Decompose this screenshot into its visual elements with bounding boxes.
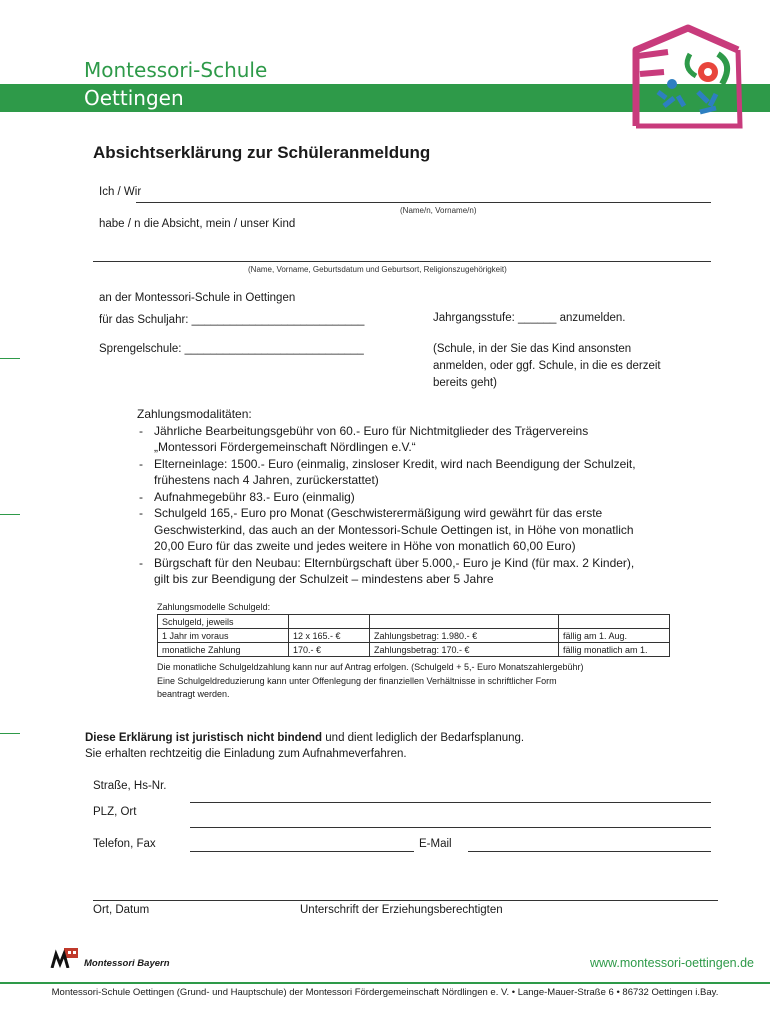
email-label: E-Mail	[419, 838, 452, 850]
montessori-m-logo-icon	[50, 948, 82, 968]
street-field[interactable]	[190, 802, 711, 803]
plz-field[interactable]	[190, 827, 711, 828]
payment-notes	[157, 661, 677, 702]
ich-wir-label: Ich / Wir	[99, 186, 142, 198]
note-line: Die monatliche Schulgeldzahlung kann nur auf Antrag erfolgen. (Schulgeld + 5,- Euro Monatszahlergebühr)	[157, 662, 584, 672]
disclaimer-rest: und dient lediglich der Bedarfsplanung.	[322, 732, 525, 744]
payment-section	[137, 406, 697, 588]
school-town: Oettingen	[84, 86, 184, 110]
payment-item: - Bürgschaft für den Neubau: Elternbürgschaft über 5.000,- Euro je Kind (für max. 2 Kinder), gilt bis zur Beendigung der Schulzeit – mindestens aber 5 Jahre	[139, 555, 635, 586]
street-label: Straße, Hs-Nr.	[93, 780, 167, 792]
plz-label: PLZ, Ort	[93, 806, 137, 818]
payment-item: - Elterneinlage: 1500.- Euro (einmalig, zinsloser Kredit, wird nach Beendigung der Schulzeit, frühestens nach 4 Jahren, zurückerstattet)	[139, 456, 636, 487]
footer-divider	[0, 982, 770, 984]
jahrgang-field[interactable]: Jahrgangsstufe: ______ anzumelden.	[433, 312, 626, 324]
montessori-bayern-label: Montessori Bayern	[84, 958, 170, 969]
disclaimer-line-2: Sie erhalten rechtzeitig die Einladung zum Aufnahmeverfahren.	[85, 748, 407, 760]
school-house-logo-icon	[628, 22, 746, 130]
email-field[interactable]	[468, 851, 711, 852]
school-name: Montessori-Schule	[84, 58, 268, 82]
child-caption: (Name, Vorname, Geburtsdatum und Geburtsort, Religionszugehörigkeit)	[248, 265, 507, 274]
absicht-label: habe / n die Absicht, mein / unser Kind	[99, 218, 296, 230]
sprengel-note-2: anmelden, oder ggf. Schule, in die es derzeit	[433, 360, 661, 372]
table-cell: Zahlungsbetrag: 170.- €	[370, 643, 559, 657]
phone-field[interactable]	[190, 851, 414, 852]
payment-models-table	[157, 614, 670, 657]
table-cell: Zahlungsbetrag: 1.980.- €	[370, 629, 559, 643]
fold-mark	[0, 514, 20, 515]
footer-address: Montessori-Schule Oettingen (Grund- und Hauptschule) der Montessori Fördergemeinschaft Nördlingen e. V. • Lange-Mauer-Straße 6 • 86732 Oettingen i.Bay.	[51, 987, 719, 998]
note-line: beantragt werden.	[157, 689, 230, 699]
schuljahr-field[interactable]: für das Schuljahr: ___________________________	[99, 314, 365, 326]
disclaimer-bold: Diese Erklärung ist juristisch nicht bindend	[85, 732, 323, 744]
table-cell: fällig am 1. Aug.	[559, 629, 670, 643]
signature-label: Unterschrift der Erziehungsberechtigten	[300, 904, 503, 916]
payment-item: - Aufnahmegebühr 83.- Euro (einmalig)	[139, 489, 355, 504]
payment-item: - Jährliche Bearbeitungsgebühr von 60.- Euro für Nichtmitglieder des Trägervereins „Montessori Fördergemeinschaft Nördlingen e.V.“	[139, 423, 589, 454]
table-cell: 170.- €	[289, 643, 370, 657]
sprengel-note-3: bereits geht)	[433, 377, 497, 389]
fold-mark	[0, 733, 20, 734]
note-line: Eine Schulgeldreduzierung kann unter Offenlegung der finanziellen Verhältnisse in schriftlicher Form	[157, 675, 557, 686]
payment-heading: Zahlungsmodalitäten:	[137, 407, 252, 421]
table-cell: 1 Jahr im voraus	[158, 629, 289, 643]
sprengel-field[interactable]: Sprengelschule: ____________________________	[99, 343, 364, 355]
fold-mark	[0, 358, 20, 359]
table-cell: fällig monatlich am 1.	[559, 643, 670, 657]
table-row	[158, 629, 670, 643]
website-link[interactable]: www.montessori-oettingen.de	[590, 956, 754, 970]
table-row	[158, 643, 670, 657]
phone-label: Telefon, Fax	[93, 838, 156, 850]
disclaimer	[85, 732, 524, 744]
signature-field[interactable]	[93, 900, 718, 901]
payment-item: - Schulgeld 165,- Euro pro Monat (Geschwisterermäßigung wird gewährt für das erste Geschwisterkind, das auch an der Montessori-Schule Oettingen ist, in Höhe von monatlich 20,00 Euro für das zweite und jedes weitere in Höhe von monatlich 60,00 Euro)	[139, 506, 634, 553]
child-field[interactable]	[93, 261, 711, 262]
sprengel-note-1: (Schule, in der Sie das Kind ansonsten	[433, 343, 632, 355]
table-cell	[289, 615, 370, 629]
models-heading: Zahlungsmodelle Schulgeld:	[157, 602, 271, 612]
name-caption: (Name/n, Vorname/n)	[400, 206, 477, 215]
table-cell	[559, 615, 670, 629]
table-row	[158, 615, 670, 629]
name-field[interactable]	[136, 202, 711, 203]
place-date-label: Ort, Datum	[93, 904, 150, 916]
school-line: an der Montessori-Schule in Oettingen	[99, 292, 296, 304]
table-cell: 12 x 165.- €	[289, 629, 370, 643]
page-title: Absichtserklärung zur Schüleranmeldung	[93, 143, 431, 162]
table-cell	[370, 615, 559, 629]
table-cell: monatliche Zahlung	[158, 643, 289, 657]
table-cell: Schulgeld, jeweils	[158, 615, 289, 629]
